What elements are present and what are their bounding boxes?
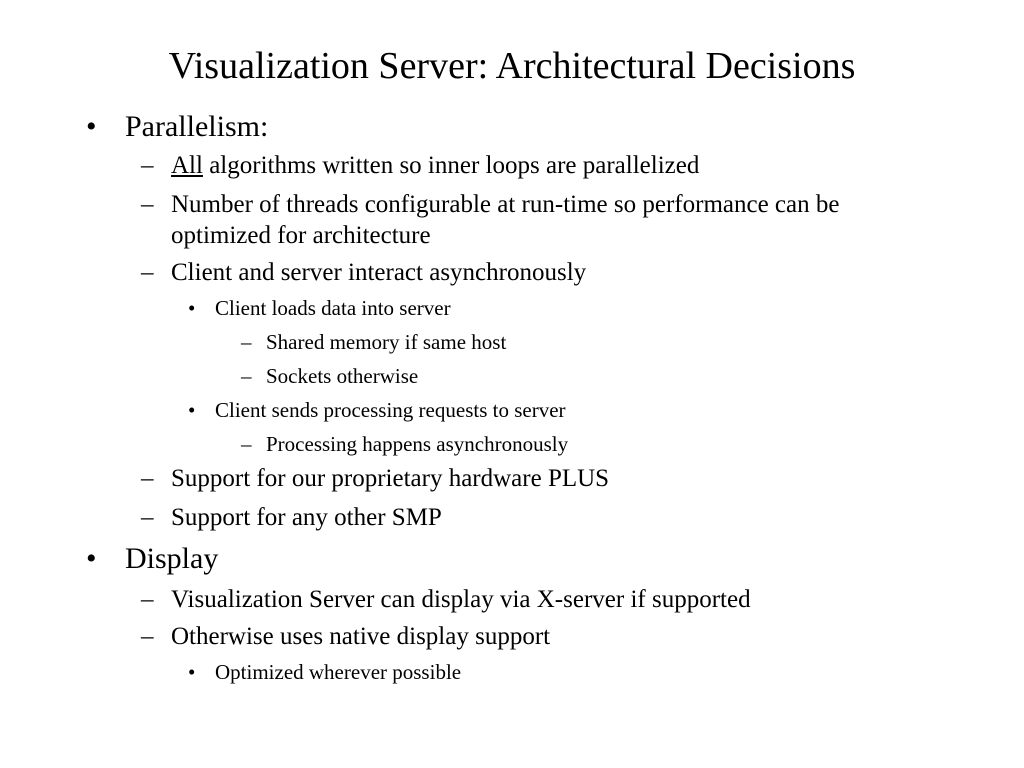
item-support-smp: Support for any other SMP bbox=[171, 504, 442, 531]
bullet-marker: • bbox=[86, 542, 97, 575]
dash-marker: – bbox=[141, 152, 154, 179]
item-native-display: Otherwise uses native display support bbox=[171, 623, 551, 650]
item-client-server: Client and server interact asynchronously bbox=[171, 259, 587, 286]
dash-marker: – bbox=[141, 259, 154, 286]
dash-marker-small: – bbox=[241, 364, 252, 388]
bullet-marker-small: • bbox=[188, 296, 196, 320]
item-sockets: Sockets otherwise bbox=[266, 364, 419, 388]
dash-marker: – bbox=[141, 465, 154, 492]
item-threads-line2: optimized for architecture bbox=[171, 222, 431, 249]
bullet-marker-small: • bbox=[188, 398, 196, 422]
emphasis-all: All bbox=[171, 152, 203, 179]
bullet-parallelism: Parallelism: bbox=[125, 110, 269, 143]
item-client-sends: Client sends processing requests to server bbox=[215, 398, 566, 422]
bullet-marker: • bbox=[86, 110, 97, 143]
dash-marker: – bbox=[141, 623, 154, 650]
bullet-display: Display bbox=[125, 542, 219, 575]
item-shared-memory: Shared memory if same host bbox=[266, 330, 507, 354]
bullet-marker-small: • bbox=[188, 660, 196, 684]
item-all-algorithms-rest: algorithms written so inner loops are parallelized bbox=[202, 152, 700, 179]
item-support-hardware: Support for our proprietary hardware PLUS bbox=[171, 465, 610, 492]
item-client-loads: Client loads data into server bbox=[215, 296, 451, 320]
item-all-algorithms bbox=[171, 151, 699, 181]
dash-marker: – bbox=[141, 504, 154, 531]
dash-marker: – bbox=[141, 191, 154, 218]
item-processing: Processing happens asynchronously bbox=[266, 432, 569, 456]
dash-marker: – bbox=[141, 586, 154, 613]
slide-title: Visualization Server: Architectural Decisions bbox=[168, 45, 856, 87]
item-vis-server-display: Visualization Server can display via X-server if supported bbox=[171, 586, 751, 613]
dash-marker-small: – bbox=[241, 330, 252, 354]
dash-marker-small: – bbox=[241, 432, 252, 456]
item-optimized: Optimized wherever possible bbox=[215, 660, 462, 684]
item-threads-line1: Number of threads configurable at run-time so performance can be bbox=[171, 191, 840, 218]
